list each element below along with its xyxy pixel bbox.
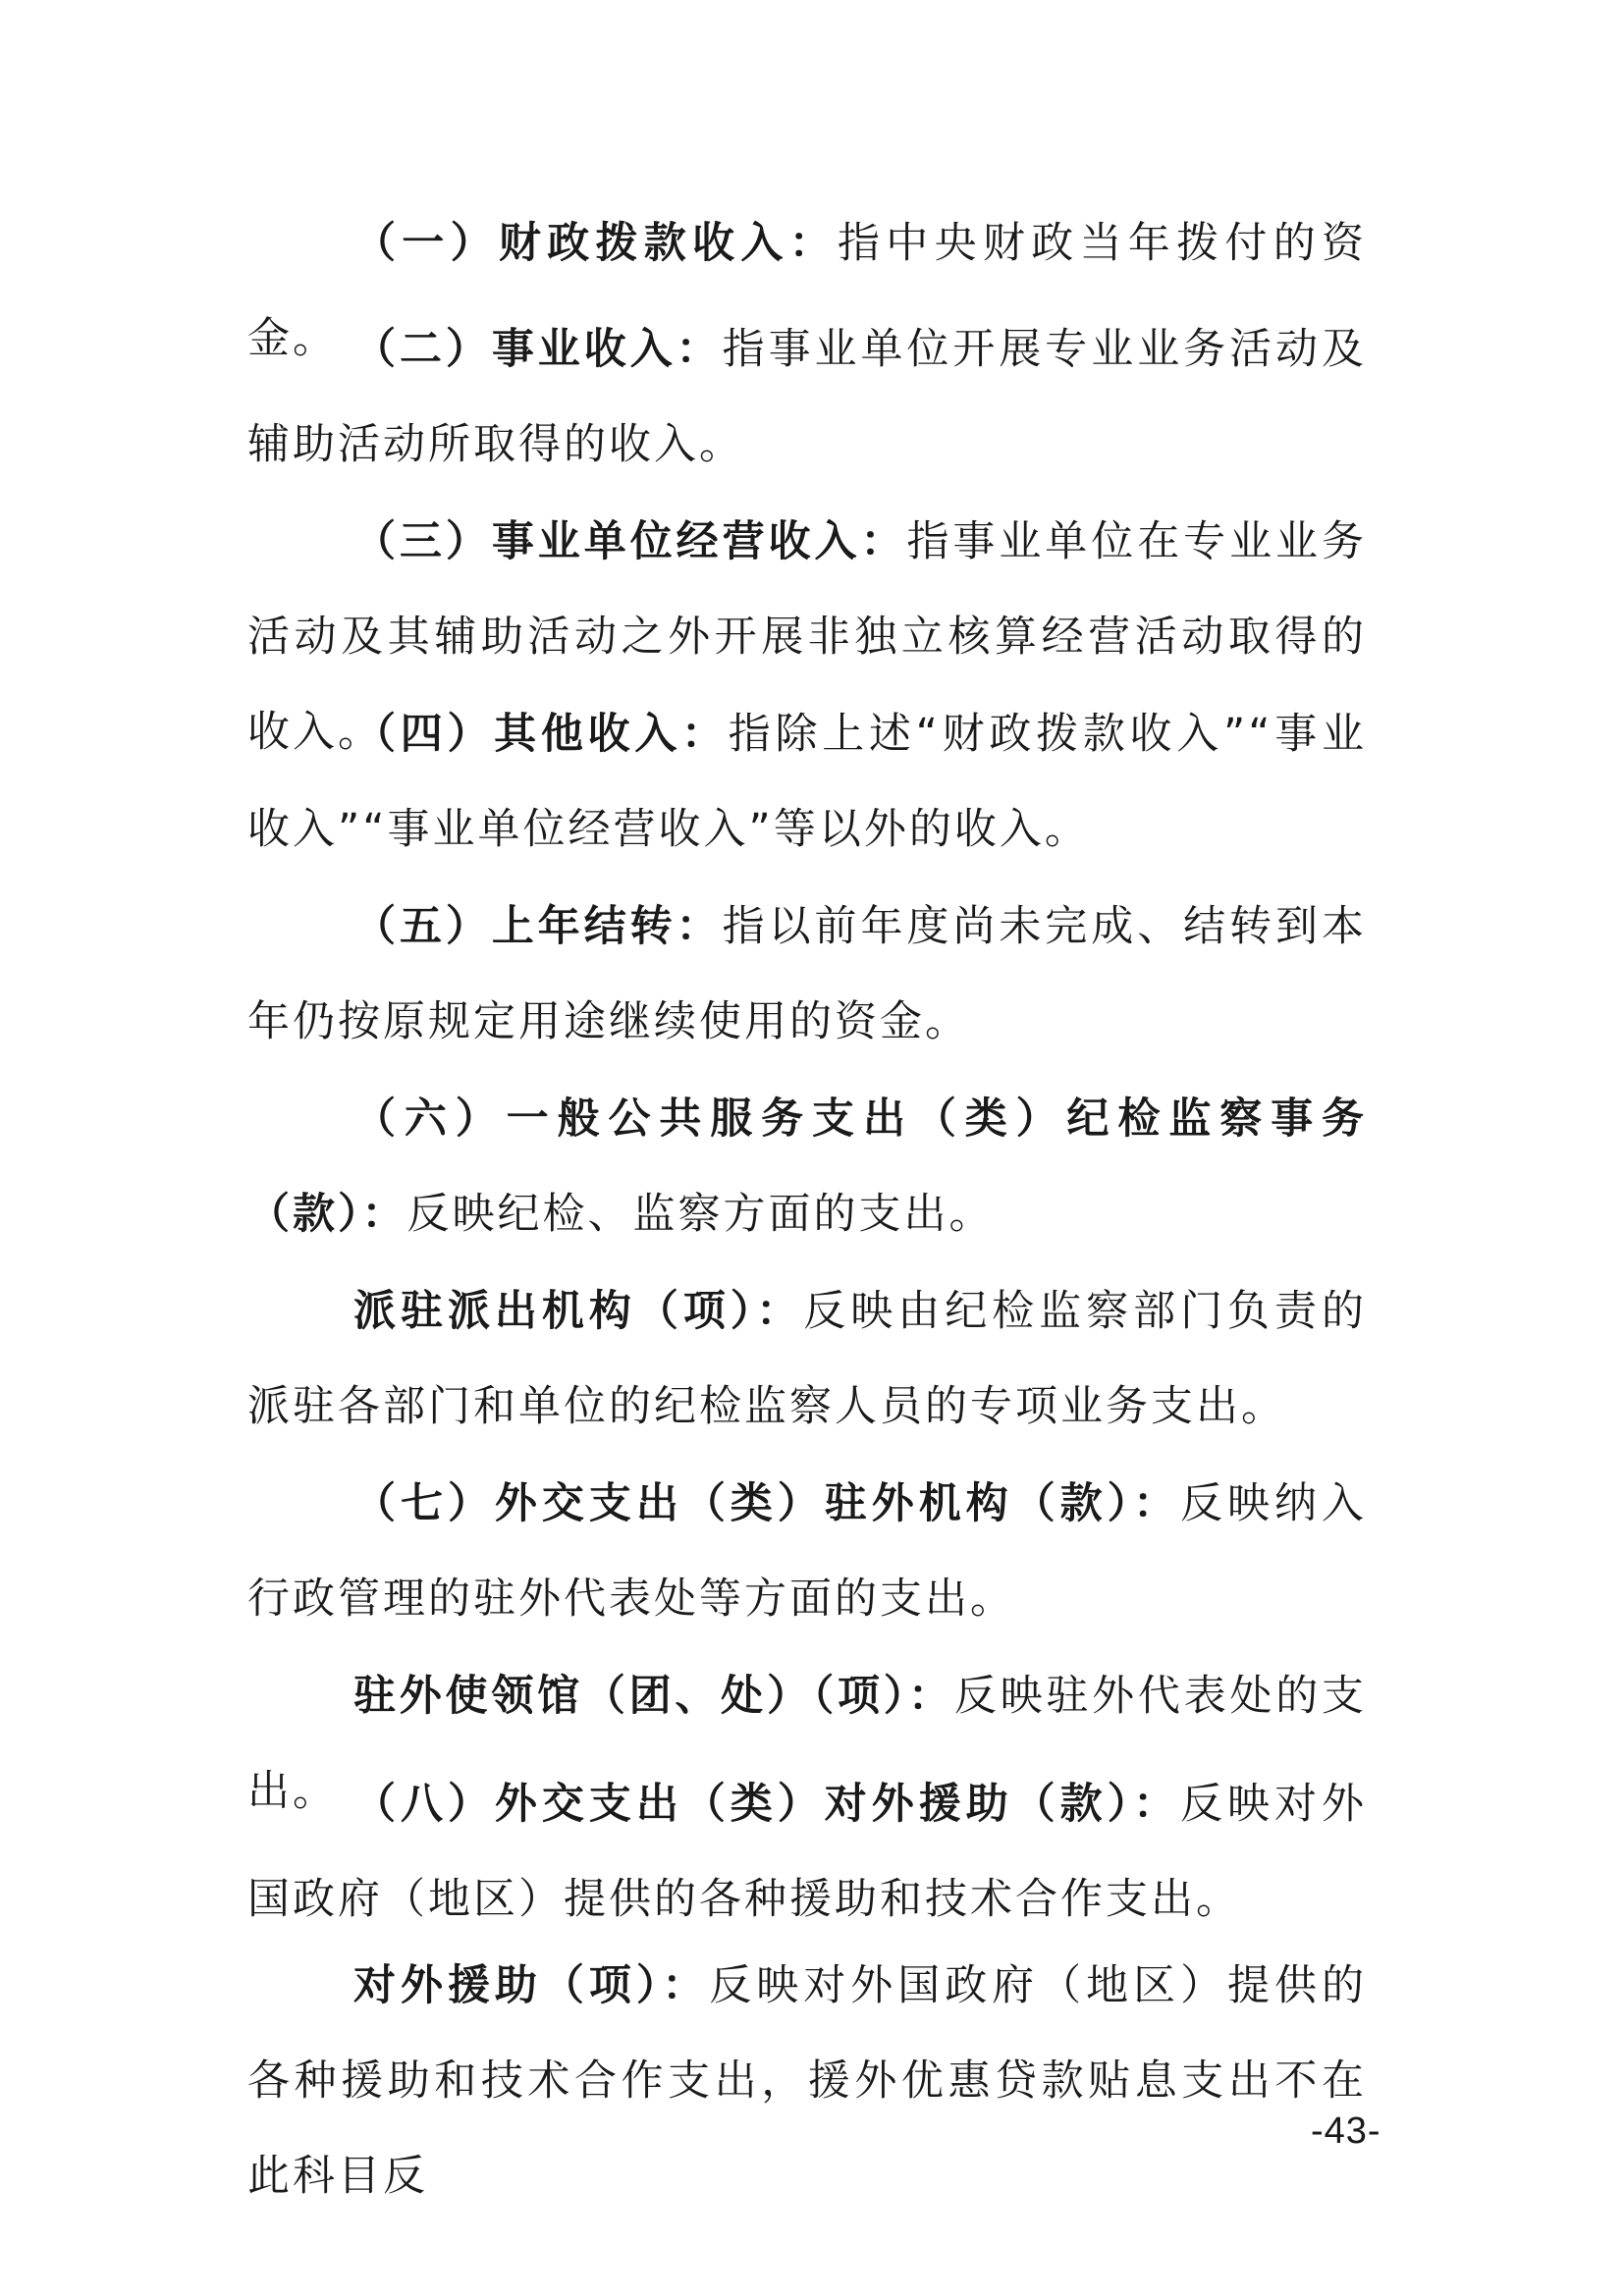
term-label: （八）外交支出（类）对外援助（款）：: [353, 1780, 1181, 1829]
term-label: 派驻派出机构（项）：: [353, 1287, 804, 1336]
term-definition: 反映对外国政府（地区）提供的各种援助和技术合作支出，援外优惠贷款贴息支出不在此科目反: [247, 1961, 1368, 2201]
term-definition: 指除上述“财政拨款收入”“事业收入”“事业单位经营收入”等以外的收入。: [247, 710, 1367, 854]
paragraph-other-income: [247, 687, 1367, 878]
paragraph-overseas-agencies: [247, 1457, 1367, 1647]
term-definition: 指中央财政当年拨付的资金。: [247, 219, 1367, 363]
term-definition: 指事业单位在专业业务活动及其辅助活动之外开展非独立核算经营活动取得的收入。: [247, 517, 1368, 757]
term-label: （五）上年结转：: [353, 902, 723, 951]
term-definition: 反映纳入行政管理的驻外代表处等方面的支出。: [247, 1479, 1368, 1624]
paragraph-prior-year-carryover: [247, 880, 1367, 1070]
term-label: （一）财政拨款收入：: [353, 219, 838, 268]
paragraph-foreign-aid-category: [247, 1757, 1367, 1948]
term-definition: 反映纪检、监察方面的支出。: [406, 1190, 995, 1239]
term-label: （四）其他收入：: [353, 710, 729, 759]
paragraph-business-income: [247, 302, 1367, 493]
term-label: （二）事业收入：: [353, 325, 723, 374]
term-label: （七）外交支出（类）驻外机构（款）：: [353, 1479, 1181, 1528]
page-number: -43-: [1311, 2110, 1381, 2152]
term-definition: 反映对外国政府（地区）提供的各种援助和技术合作支出。: [247, 1780, 1368, 1924]
paragraph-dispatched-agencies: [247, 1264, 1367, 1455]
paragraph-discipline-inspection: [247, 1072, 1367, 1262]
term-label: 驻外使领馆（团、处）（项）：: [353, 1672, 954, 1721]
term-definition: 指以前年度尚未完成、结转到本年仍按原规定用途继续使用的资金。: [247, 902, 1368, 1046]
term-label: 对外援助（项）：: [353, 1961, 710, 2010]
paragraph-foreign-aid-item: [247, 1939, 1367, 2224]
term-definition: 反映由纪检监察部门负责的派驻各部门和单位的纪检监察人员的专项业务支出。: [247, 1287, 1368, 1431]
term-label: （六）一般公共服务支出（类）纪检监察事务（款）：: [247, 1095, 1367, 1239]
term-definition: 指事业单位开展专业业务活动及辅助活动所取得的收入。: [247, 325, 1368, 469]
term-label: （三）事业单位经营收入：: [353, 517, 907, 566]
term-definition: 反映驻外代表处的支出。: [247, 1672, 1368, 1816]
